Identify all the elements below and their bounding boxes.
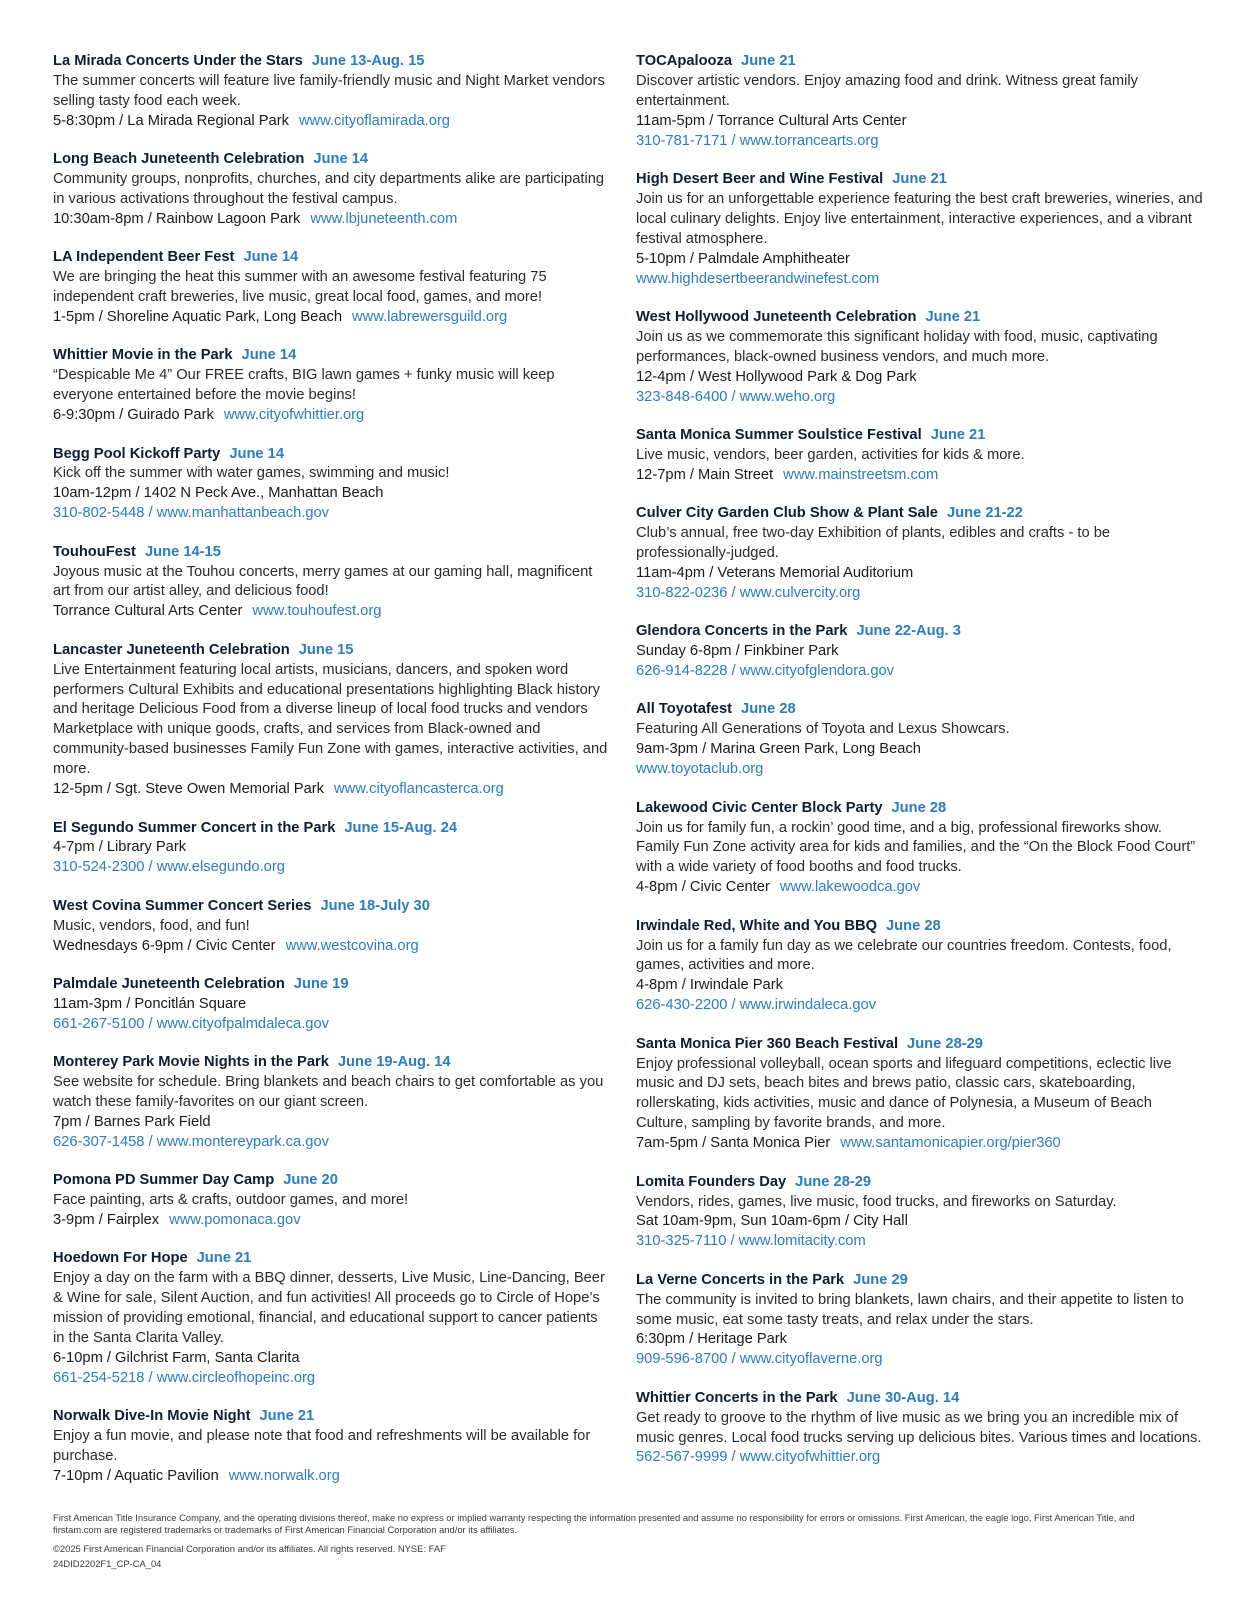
separator: /	[727, 388, 740, 405]
event-date: June 21	[196, 1250, 252, 1267]
event-listing	[53, 1053, 613, 1153]
event-headline	[53, 248, 613, 268]
event-title: Hoedown For Hope	[53, 1250, 188, 1267]
event-date: June 13-Aug. 15	[311, 53, 425, 69]
separator: /	[144, 505, 157, 522]
event-headline	[636, 52, 1204, 72]
event-headline	[636, 504, 1204, 524]
event-date: June 21	[925, 308, 981, 325]
event-listing	[636, 917, 1204, 1017]
event-description: Join us as we commemorate this significant holiday with food, music, captivating performances, black-owned business vendors, and much more.	[636, 328, 1158, 365]
event-time-venue: 1-5pm / Shoreline Aquatic Park, Long Beach	[53, 308, 343, 325]
event-headline	[53, 641, 613, 661]
event-phone-link[interactable]: 323-848-6400	[636, 388, 728, 405]
event-listing	[53, 641, 613, 800]
event-title: Lakewood Civic Center Block Party	[636, 799, 883, 816]
event-title: Norwalk Dive-In Movie Night	[53, 1408, 251, 1425]
event-time-venue: 7-10pm / Aquatic Pavilion	[53, 1467, 219, 1484]
event-phone-link[interactable]: 562-567-9999	[636, 1449, 728, 1466]
event-website-link[interactable]: www.westcovina.org	[285, 937, 419, 954]
event-time-location	[53, 406, 613, 426]
event-website-link[interactable]: www.elsegundo.org	[156, 859, 285, 876]
event-title: Culver City Garden Club Show & Plant Sale	[636, 505, 938, 522]
separator: /	[727, 1351, 740, 1368]
event-time-venue: Torrance Cultural Arts Center	[53, 603, 243, 620]
event-time-location	[53, 1211, 613, 1231]
event-headline	[636, 799, 1204, 819]
event-title: All Toyotafest	[636, 701, 733, 718]
event-headline	[636, 622, 1204, 642]
event-time-location	[636, 368, 1204, 388]
event-headline	[53, 1407, 613, 1427]
event-date: June 14	[313, 151, 369, 168]
event-date: June 18-July 30	[320, 897, 430, 914]
event-title: Monterey Park Movie Nights in the Park	[53, 1054, 329, 1071]
event-date: June 28	[891, 799, 947, 816]
event-headline	[636, 426, 1204, 446]
event-website-link[interactable]: www.cityoflamirada.org	[298, 112, 450, 129]
event-headline	[53, 1053, 613, 1073]
event-description: Live Entertainment featuring local artists, musicians, dancers, and spoken word performers Cultural Exhibits and educational presentations highlighting Black history and heritage Delicious Food from a diverse lineup of local food trucks and vendors Marketplace with unique goods, crafts, and services from Black-owned and community-based businesses Family Fun Zone with games, interactive activities, and more.	[53, 661, 608, 778]
event-time-location	[636, 250, 1204, 270]
event-title: West Covina Summer Concert Series	[53, 897, 312, 914]
event-date: June 14	[243, 249, 299, 266]
event-description: Kick off the summer with water games, swimming and music!	[53, 465, 450, 482]
separator: /	[144, 1369, 157, 1386]
event-contact	[636, 1232, 1204, 1252]
event-contact	[53, 1133, 613, 1153]
event-phone-link[interactable]: 310-781-7171	[636, 132, 728, 149]
event-listing	[53, 346, 613, 426]
event-time-venue: 9am-3pm / Marina Green Park, Long Beach	[636, 741, 921, 758]
event-website-link[interactable]: www.manhattanbeach.gov	[156, 505, 329, 522]
event-description: “Despicable Me 4” Our FREE crafts, BIG lawn games + funky music will keep everyone entertained before the movie begins!	[53, 367, 555, 404]
event-title: LA Independent Beer Fest	[53, 249, 235, 266]
event-date: June 28-29	[907, 1035, 983, 1052]
event-description: See website for schedule. Bring blankets and beach chairs to get comfortable as you watch these family-favorites on our giant screen.	[53, 1074, 604, 1110]
event-time-location	[53, 484, 613, 504]
event-time-location	[53, 308, 613, 328]
event-time-venue: 4-8pm / Irwindale Park	[636, 977, 783, 994]
event-time-venue: 5-8:30pm / La Mirada Regional Park	[53, 112, 289, 129]
event-date: June 21	[259, 1408, 315, 1425]
footer-disclaimer: First American Title Insurance Company, and the operating divisions thereof, make no express or implied warranty respecting the information presented and assume no responsibility for errors or omissions. First American, the eagle logo, First American Title, and firstam.com are registered trademarks or trademarks of First American Financial Corporation and/or its affiliates.	[53, 1512, 1135, 1535]
event-time-location	[53, 780, 613, 800]
event-date: June 28-29	[795, 1173, 872, 1190]
event-contact	[636, 584, 1204, 604]
event-phone-link[interactable]: 310-524-2300	[53, 859, 145, 876]
event-website-link[interactable]: www.lakewoodca.gov	[779, 879, 921, 896]
separator: /	[144, 1133, 157, 1150]
left-event-column	[53, 52, 613, 1505]
event-website-link[interactable]: www.touhoufest.org	[252, 603, 382, 620]
event-time-location	[636, 740, 1204, 760]
event-phone-link[interactable]: 661-254-5218	[53, 1369, 145, 1386]
event-time-venue: 7pm / Barnes Park Field	[53, 1113, 211, 1130]
event-contact	[636, 270, 1204, 290]
event-headline	[53, 150, 613, 170]
event-headline	[636, 1271, 1204, 1291]
separator: /	[144, 1015, 157, 1032]
event-website-link[interactable]: www.irwindaleca.gov	[739, 997, 877, 1014]
event-phone-link[interactable]: 626-307-1458	[53, 1133, 145, 1150]
event-title: Whittier Concerts in the Park	[636, 1389, 838, 1406]
footer-document-code: 24DID2202F1_CP-CA_04	[53, 1558, 162, 1569]
event-description: The community is invited to bring blankets, lawn chairs, and their appetite to listen to some music, eat some tasty treats, and relax under the stars.	[636, 1291, 1184, 1328]
event-time-venue: Wednesdays 6-9pm / Civic Center	[53, 937, 276, 954]
event-description: The summer concerts will feature live family-friendly music and Night Market vendors selling tasty food each week.	[53, 72, 605, 109]
event-time-location	[636, 1212, 1204, 1232]
event-listing	[636, 426, 1204, 486]
event-headline	[53, 445, 613, 465]
event-time-venue: 6-10pm / Gilchrist Farm, Santa Clarita	[53, 1349, 300, 1366]
event-date: June 30-Aug. 14	[846, 1389, 960, 1406]
event-time-venue: 11am-5pm / Torrance Cultural Arts Center	[636, 112, 907, 129]
event-website-link[interactable]: www.culvercity.org	[739, 584, 861, 601]
event-date: June 28	[886, 917, 941, 934]
event-headline	[53, 52, 613, 72]
event-website-link[interactable]: www.santamonicapier.org/pier360	[840, 1135, 1061, 1152]
event-listing	[636, 622, 1204, 682]
event-website-link[interactable]: www.pomonaca.gov	[169, 1212, 301, 1228]
event-date: June 14	[229, 445, 285, 462]
event-phone-link[interactable]: 310-802-5448	[53, 505, 145, 522]
event-title: Lancaster Juneteenth Celebration	[53, 641, 290, 658]
event-website-link[interactable]: www.weho.org	[739, 388, 836, 405]
event-headline	[53, 975, 613, 995]
event-website-link[interactable]: www.cityoflancasterca.org	[334, 781, 504, 798]
event-time-venue: 10:30am-8pm / Rainbow Lagoon Park	[53, 210, 301, 227]
event-contact	[53, 1015, 613, 1035]
event-time-venue: 12-7pm / Main Street	[636, 466, 774, 483]
event-time-venue: Sunday 6-8pm / Finkbiner Park	[636, 643, 839, 660]
event-website-link[interactable]: www.cityofwhittier.org	[223, 407, 365, 424]
event-listing	[636, 52, 1204, 152]
event-title: Santa Monica Summer Soulstice Festival	[636, 427, 922, 443]
event-title: Pomona PD Summer Day Camp	[53, 1172, 275, 1189]
event-website-link[interactable]: www.cityoflaverne.org	[739, 1351, 883, 1368]
event-listing	[636, 799, 1204, 899]
event-date: June 21	[892, 171, 947, 188]
event-date: June 14-15	[144, 543, 221, 560]
event-phone-link[interactable]: 909-596-8700	[636, 1351, 728, 1368]
event-time-location	[53, 112, 613, 132]
event-contact	[53, 1369, 613, 1389]
event-date: June 19-Aug. 14	[337, 1054, 451, 1071]
event-time-location	[53, 1349, 613, 1369]
event-phone-link[interactable]: 626-914-8228	[636, 663, 728, 680]
event-time-location	[636, 112, 1204, 132]
event-title: Begg Pool Kickoff Party	[53, 445, 221, 462]
event-description: Get ready to groove to the rhythm of live music as we bring you an incredible mix of music genres. Local food trucks serving up delicious bites. Various times and locations.	[636, 1409, 1202, 1446]
event-website-link[interactable]: www.cityofwhittier.org	[739, 1449, 881, 1466]
event-headline	[636, 170, 1204, 190]
event-listing	[53, 1407, 613, 1487]
event-listing	[636, 504, 1204, 604]
event-description: Joyous music at the Touhou concerts, merry games at our gaming hall, magnificent art from our artist alley, and delicious food!	[53, 563, 593, 600]
event-time-venue: Sat 10am-9pm, Sun 10am-6pm / City Hall	[636, 1213, 908, 1230]
event-description: Featuring All Generations of Toyota and Lexus Showcars.	[636, 721, 1010, 738]
event-headline	[53, 1171, 613, 1191]
event-contact	[636, 1448, 1204, 1468]
event-headline	[636, 1173, 1204, 1193]
event-time-venue: 4-8pm / Civic Center	[636, 879, 770, 896]
event-listing	[53, 248, 613, 328]
event-time-venue: 4-7pm / Library Park	[53, 839, 187, 856]
event-time-location	[53, 995, 613, 1015]
event-description: Club’s annual, free two-day Exhibition of plants, edibles and crafts - to be professionally-judged.	[636, 525, 1111, 562]
event-website-link[interactable]: www.torrancearts.org	[739, 132, 879, 149]
event-title: Glendora Concerts in the Park	[636, 623, 848, 640]
event-headline	[636, 917, 1204, 937]
event-description: Enjoy professional volleyball, ocean sports and lifeguard competitions, eclectic live music and DJ sets, beach bites and brews patio, classic cars, skateboarding, rollerskating, kids activities, music and dance of Polynesia, a Museum of Beach Culture, sampling by favorite brands, and more.	[636, 1055, 1172, 1132]
event-time-venue: 10am-12pm / 1402 N Peck Ave., Manhattan Beach	[53, 485, 384, 502]
event-time-venue: 5-10pm / Palmdale Amphitheater	[636, 250, 850, 267]
event-time-location	[636, 976, 1204, 996]
event-description: We are bringing the heat this summer with an awesome festival featuring 75 independent craft breweries, live music, great local food, games, and more!	[53, 269, 547, 306]
footer-copyright: ©2025 First American Financial Corporation and/or its affiliates. All rights reserved. NYSE: FAF	[53, 1543, 446, 1554]
event-listing	[636, 1035, 1204, 1154]
event-time-location	[636, 466, 1204, 486]
event-title: Long Beach Juneteenth Celebration	[53, 151, 305, 168]
right-event-column	[636, 52, 1204, 1487]
event-date: June 29	[853, 1271, 908, 1288]
event-description: Enjoy a fun movie, and please note that food and refreshments will be available for purchase.	[53, 1428, 591, 1465]
event-time-location	[53, 937, 613, 957]
event-website-link[interactable]: www.lomitacity.com	[738, 1233, 866, 1250]
event-date: June 28	[741, 701, 796, 718]
event-listing	[53, 52, 613, 132]
event-listing	[53, 1249, 613, 1388]
event-title: Lomita Founders Day	[636, 1173, 787, 1190]
event-listing	[636, 700, 1204, 780]
event-time-location	[636, 1134, 1204, 1154]
event-website-link[interactable]: www.circleofhopeinc.org	[156, 1369, 316, 1386]
event-contact	[53, 858, 613, 878]
event-title: TOCApalooza	[636, 53, 733, 69]
event-date: June 20	[283, 1172, 338, 1189]
event-time-location	[53, 1113, 613, 1133]
separator: /	[144, 859, 157, 876]
separator: /	[727, 663, 740, 680]
event-headline	[53, 819, 613, 839]
event-phone-link[interactable]: 310-325-7110	[636, 1233, 727, 1250]
event-date: June 21-22	[946, 505, 1023, 522]
event-date: June 21	[741, 53, 796, 69]
event-phone-link[interactable]: 626-430-2200	[636, 997, 728, 1014]
event-contact	[636, 662, 1204, 682]
event-time-location	[53, 602, 613, 622]
event-contact	[636, 388, 1204, 408]
event-title: West Hollywood Juneteenth Celebration	[636, 308, 917, 325]
event-description: Vendors, rides, games, live music, food trucks, and fireworks on Saturday.	[636, 1193, 1117, 1210]
event-date: June 15-Aug. 24	[344, 819, 458, 836]
event-title: Irwindale Red, White and You BBQ	[636, 917, 878, 934]
event-time-venue: 3-9pm / Fairplex	[53, 1212, 160, 1228]
event-contact	[53, 504, 613, 524]
event-website-link[interactable]: www.lbjuneteenth.com	[310, 210, 458, 227]
event-website-link[interactable]: www.cityofglendora.gov	[739, 663, 895, 680]
footer	[53, 1512, 1163, 1570]
event-listing	[636, 170, 1204, 289]
event-headline	[636, 700, 1204, 720]
event-time-location	[636, 878, 1204, 898]
event-contact	[636, 996, 1204, 1016]
event-time-location	[636, 1330, 1204, 1350]
event-time-venue: 11am-4pm / Veterans Memorial Auditorium	[636, 564, 914, 581]
separator: /	[726, 1233, 739, 1250]
event-description: Live music, vendors, beer garden, activities for kids & more.	[636, 446, 1025, 463]
event-description: Join us for an unforgettable experience featuring the best craft breweries, wineries, and local culinary delights. Enjoy live entertainment, interactive experiences, and a vibrant festival atmosphere.	[636, 190, 1203, 247]
event-title: High Desert Beer and Wine Festival	[636, 171, 884, 188]
event-title: TouhouFest	[53, 543, 136, 560]
event-website-link[interactable]: www.montereypark.ca.gov	[156, 1133, 329, 1150]
event-website-link[interactable]: www.highdesertbeerandwinefest.com	[636, 270, 880, 287]
event-listing	[53, 150, 613, 230]
event-time-location	[636, 564, 1204, 584]
event-time-venue: 12-5pm / Sgt. Steve Owen Memorial Park	[53, 781, 325, 798]
event-time-location	[53, 1467, 613, 1487]
event-time-location	[53, 838, 613, 858]
event-description: Enjoy a day on the farm with a BBQ dinner, desserts, Live Music, Line-Dancing, Beer & Wine for sale, Silent Auction, and fun activities! All proceeds go to Circle of Hope’s mission of providing emotional, financial, and educational support to cancer patients in the Santa Clarita Valley.	[53, 1270, 605, 1347]
separator: /	[727, 1449, 740, 1466]
separator: /	[727, 997, 740, 1014]
separator: /	[727, 584, 740, 601]
event-description: Discover artistic vendors. Enjoy amazing food and drink. Witness great family entertainment.	[636, 72, 1139, 109]
event-headline	[53, 1249, 613, 1269]
event-website-link[interactable]: www.toyotaclub.org	[636, 761, 764, 778]
event-headline	[53, 897, 613, 917]
event-title: La Verne Concerts in the Park	[636, 1271, 845, 1288]
event-headline	[53, 346, 613, 366]
event-listing	[53, 975, 613, 1035]
event-headline	[636, 1389, 1204, 1409]
event-title: La Mirada Concerts Under the Stars	[53, 53, 303, 69]
event-contact	[636, 760, 1204, 780]
event-listing	[636, 308, 1204, 408]
separator: /	[727, 132, 740, 149]
event-phone-link[interactable]: 310-822-0236	[636, 584, 728, 601]
event-date: June 22-Aug. 3	[856, 623, 961, 640]
event-description: Community groups, nonprofits, churches, and city departments alike are participating in various activations throughout the festival campus.	[53, 171, 605, 207]
event-date: June 15	[298, 641, 354, 658]
event-website-link[interactable]: www.cityofpalmdaleca.gov	[156, 1015, 329, 1032]
event-listing	[636, 1173, 1204, 1253]
event-time-venue: 6:30pm / Heritage Park	[636, 1331, 788, 1348]
event-listing	[53, 897, 613, 957]
event-website-link[interactable]: www.norwalk.org	[228, 1467, 340, 1484]
event-description: Face painting, arts & crafts, outdoor games, and more!	[53, 1192, 409, 1209]
event-time-location	[53, 210, 613, 230]
event-contact	[636, 1350, 1204, 1370]
event-listing	[53, 445, 613, 525]
event-date: June 19	[293, 975, 349, 992]
event-time-location	[636, 642, 1204, 662]
event-time-venue: 7am-5pm / Santa Monica Pier	[636, 1135, 831, 1152]
event-listing	[53, 1171, 613, 1231]
event-description: Music, vendors, food, and fun!	[53, 917, 250, 934]
event-contact	[636, 132, 1204, 152]
event-listing	[53, 543, 613, 623]
event-phone-link[interactable]: 661-267-5100	[53, 1015, 145, 1032]
event-headline	[636, 1035, 1204, 1055]
event-website-link[interactable]: www.mainstreetsm.com	[783, 466, 939, 483]
event-date: June 21	[930, 427, 986, 443]
event-description: Join us for a family fun day as we celebrate our countries freedom. Contests, food, games, activities and more.	[636, 937, 1172, 974]
event-headline	[53, 543, 613, 563]
event-title: El Segundo Summer Concert in the Park	[53, 819, 336, 836]
event-time-venue: 11am-3pm / Poncitlán Square	[53, 995, 247, 1012]
event-time-venue: 6-9:30pm / Guirado Park	[53, 407, 214, 424]
event-headline	[636, 308, 1204, 328]
event-listing	[636, 1389, 1204, 1469]
event-listing	[53, 819, 613, 879]
event-date: June 14	[241, 347, 297, 364]
event-description: Join us for family fun, a rockin’ good time, and a big, professional fireworks show. Family Fun Zone activity area for kids and families, and the “On the Block Food Court” with a wide variety of food booths and food trucks.	[636, 819, 1196, 876]
event-website-link[interactable]: www.labrewersguild.org	[352, 308, 508, 325]
event-listing	[636, 1271, 1204, 1371]
event-time-venue: 12-4pm / West Hollywood Park & Dog Park	[636, 368, 917, 385]
event-title: Whittier Movie in the Park	[53, 347, 233, 364]
event-title: Santa Monica Pier 360 Beach Festival	[636, 1035, 899, 1052]
event-title: Palmdale Juneteenth Celebration	[53, 975, 285, 992]
